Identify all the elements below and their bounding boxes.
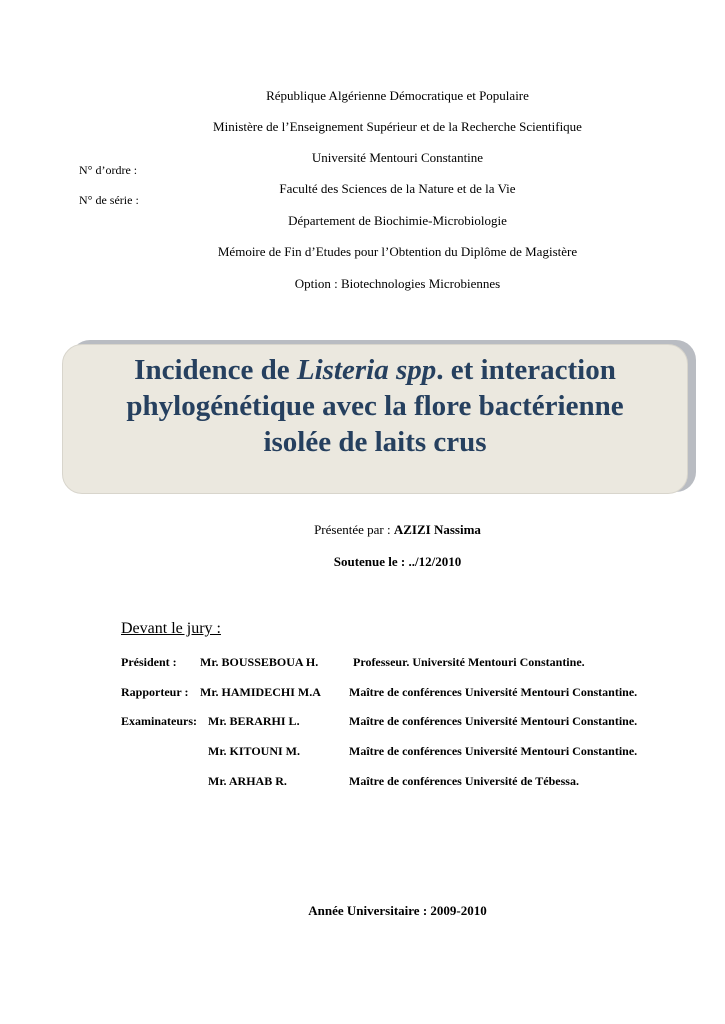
title-line-2: phylogénétique avec la flore bactérienne: [126, 390, 624, 422]
header-university: Université Mentouri Constantine: [311, 150, 484, 165]
jury-title: Maître de conférences Université Mentouri Constantine.: [349, 685, 638, 699]
order-number-label: N° d’ordre :: [79, 163, 138, 177]
title-line-1: [62, 352, 688, 388]
header-thesis-type: Mémoire de Fin d’Etudes pour l’Obtention du Diplôme de Magistère: [217, 244, 578, 259]
thesis-title: [62, 352, 688, 460]
header-department: Département de Biochimie-Microbiologie: [288, 213, 507, 228]
jury-name: Mr. BERARHI L.: [208, 714, 300, 728]
defense-date: Soutenue le : ../12/2010: [333, 554, 462, 569]
jury-name: Mr. ARHAB R.: [208, 774, 287, 788]
academic-year: Année Universitaire : 2009-2010: [308, 903, 487, 918]
jury-name: Mr. HAMIDECHI M.A: [200, 685, 321, 699]
jury-role: Président :: [121, 655, 177, 669]
jury-role: Examinateurs:: [121, 714, 197, 728]
jury-title: Maître de conférences Université de Tébessa.: [349, 774, 579, 788]
title-part-2: . et interaction: [436, 354, 616, 386]
jury-title: Maître de conférences Université Mentouri Constantine.: [349, 714, 638, 728]
author-name: AZIZI Nassima: [393, 522, 481, 537]
header-ministry: Ministère de l’Enseignement Supérieur et de la Recherche Scientifique: [213, 119, 582, 134]
title-line-3: isolée de laits crus: [263, 426, 487, 458]
header-option: Option : Biotechnologies Microbiennes: [294, 276, 501, 291]
jury-role: Rapporteur :: [121, 685, 189, 699]
jury-title: Maître de conférences Université Mentouri Constantine.: [349, 744, 638, 758]
jury-name: Mr. BOUSSEBOUA H.: [200, 655, 319, 669]
title-italic-genus: Listeria spp: [296, 354, 437, 386]
presented-by: [0, 522, 725, 538]
jury-heading: Devant le jury :: [121, 620, 221, 637]
series-number-label: N° de série :: [79, 193, 139, 207]
jury-title: Professeur. Université Mentouri Constantine.: [353, 655, 585, 669]
presented-by-label: Présentée par :: [314, 522, 394, 537]
title-part-1: Incidence de: [134, 354, 297, 386]
header-republic: République Algérienne Démocratique et Populaire: [266, 88, 529, 103]
jury-name: Mr. KITOUNI M.: [208, 744, 301, 758]
header-faculty: Faculté des Sciences de la Nature et de la Vie: [279, 181, 516, 196]
